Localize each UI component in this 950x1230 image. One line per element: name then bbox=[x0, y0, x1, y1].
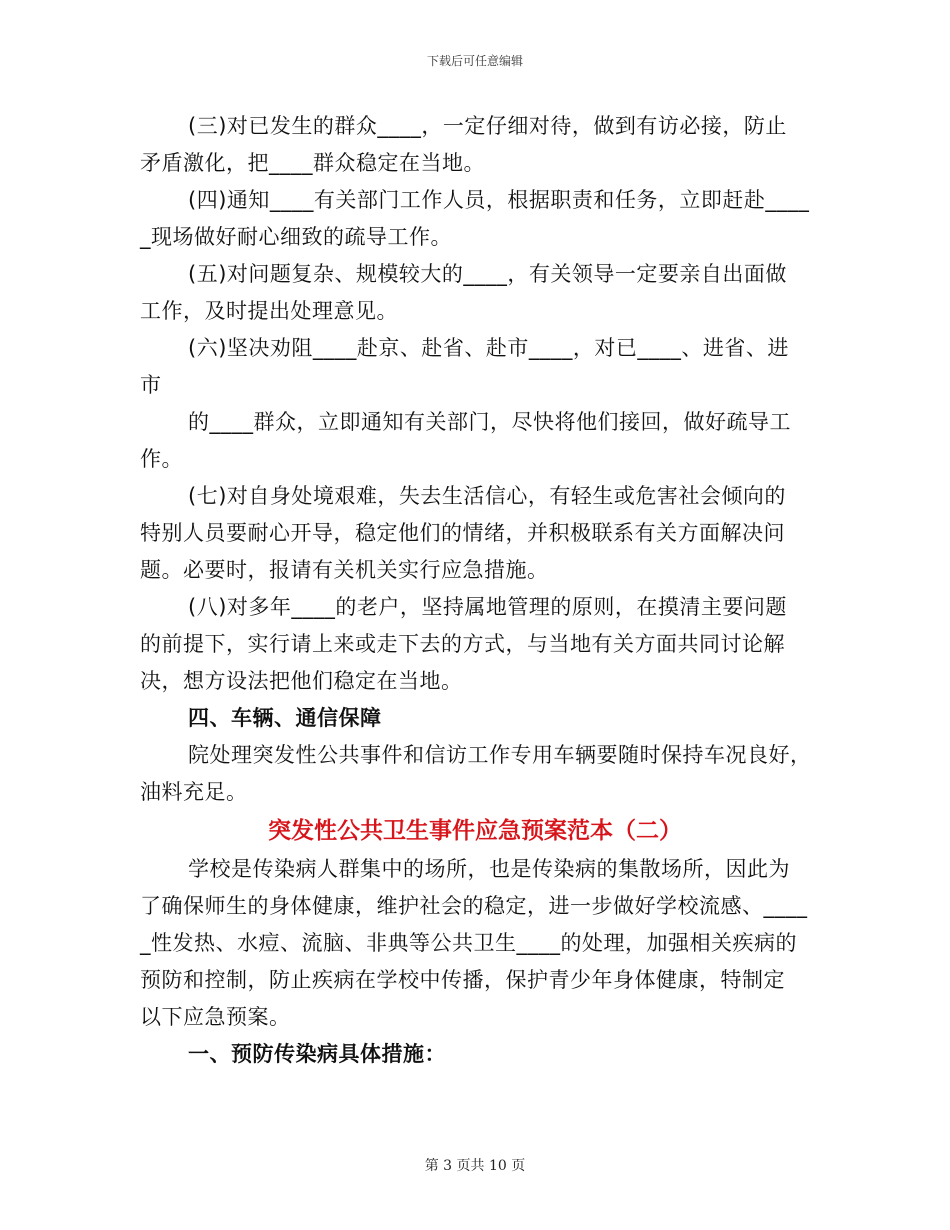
paragraph-line: 学校是传染病人群集中的场所，也是传染病的集散场所，因此为 bbox=[188, 857, 790, 881]
paragraph-line: 的前提下，实行请上来或走下去的方式，与当地有关方面共同讨论解 bbox=[140, 632, 785, 656]
paragraph-line: 矛盾激化，把____群众稳定在当地。 bbox=[140, 151, 485, 175]
page-header: 下载后可任意编辑 bbox=[426, 54, 523, 68]
paragraph-line: _性发热、水痘、流脑、非典等公共卫生____的处理，加强相关疾病的 bbox=[140, 931, 797, 955]
paragraph-line: 了确保师生的身体健康，维护社会的稳定，进一步做好学校流感、____ bbox=[140, 894, 808, 918]
paragraph-line: 以下应急预案。 bbox=[140, 1005, 291, 1029]
page-footer: 第 3 页共 10 页 bbox=[424, 1158, 526, 1174]
paragraph-line: 特别人员要耐心开导，稳定他们的情绪，并积极联系有关方面解决问 bbox=[140, 521, 785, 545]
section-heading: 四、车辆、通信保障 bbox=[188, 706, 382, 730]
paragraph-line: 的____群众，立即通知有关部门，尽快将他们接回，做好疏导工 bbox=[188, 410, 791, 434]
paragraph-line: (七)对自身处境艰难，失去生活信心，有轻生或危害社会倾向的 bbox=[188, 484, 786, 508]
paragraph-line: (四)通知____有关部门工作人员，根据职责和任务，立即赶赴____ bbox=[188, 188, 810, 212]
paragraph-line: 作。 bbox=[140, 447, 183, 471]
section-heading: 一、预防传染病具体措施： bbox=[188, 1042, 446, 1066]
paragraph-line: (五)对问题复杂、规模较大的____，有关领导一定要亲自出面做 bbox=[188, 262, 787, 286]
paragraph-line: 油料充足。 bbox=[140, 780, 248, 804]
paragraph-line: 决，想方设法把他们稳定在当地。 bbox=[140, 669, 463, 693]
paragraph-line: (八)对多年____的老户，坚持属地管理的原则，在摸清主要问题 bbox=[188, 595, 787, 619]
document-body bbox=[140, 108, 810, 1073]
paragraph-line: 题。必要时，报请有关机关实行应急措施。 bbox=[140, 558, 549, 582]
paragraph-line: (三)对已发生的群众____，一定仔细对待，做到有访必接，防止 bbox=[188, 114, 787, 138]
paragraph-line: (六)坚决劝阻____赴京、赴省、赴市____，对已____、进省、进 bbox=[188, 336, 789, 360]
document-title: 突发性公共卫生事件应急预案范本（二） bbox=[268, 818, 682, 844]
paragraph-line: 工作，及时提出处理意见。 bbox=[140, 299, 398, 323]
paragraph-line: _现场做好耐心细致的疏导工作。 bbox=[140, 225, 452, 249]
paragraph-line: 市 bbox=[140, 373, 162, 397]
paragraph-line: 预防和控制，防止疾病在学校中传播，保护青少年身体健康，特制定 bbox=[140, 968, 785, 992]
paragraph-line: 院处理突发性公共事件和信访工作专用车辆要随时保持车况良好， bbox=[188, 743, 812, 767]
